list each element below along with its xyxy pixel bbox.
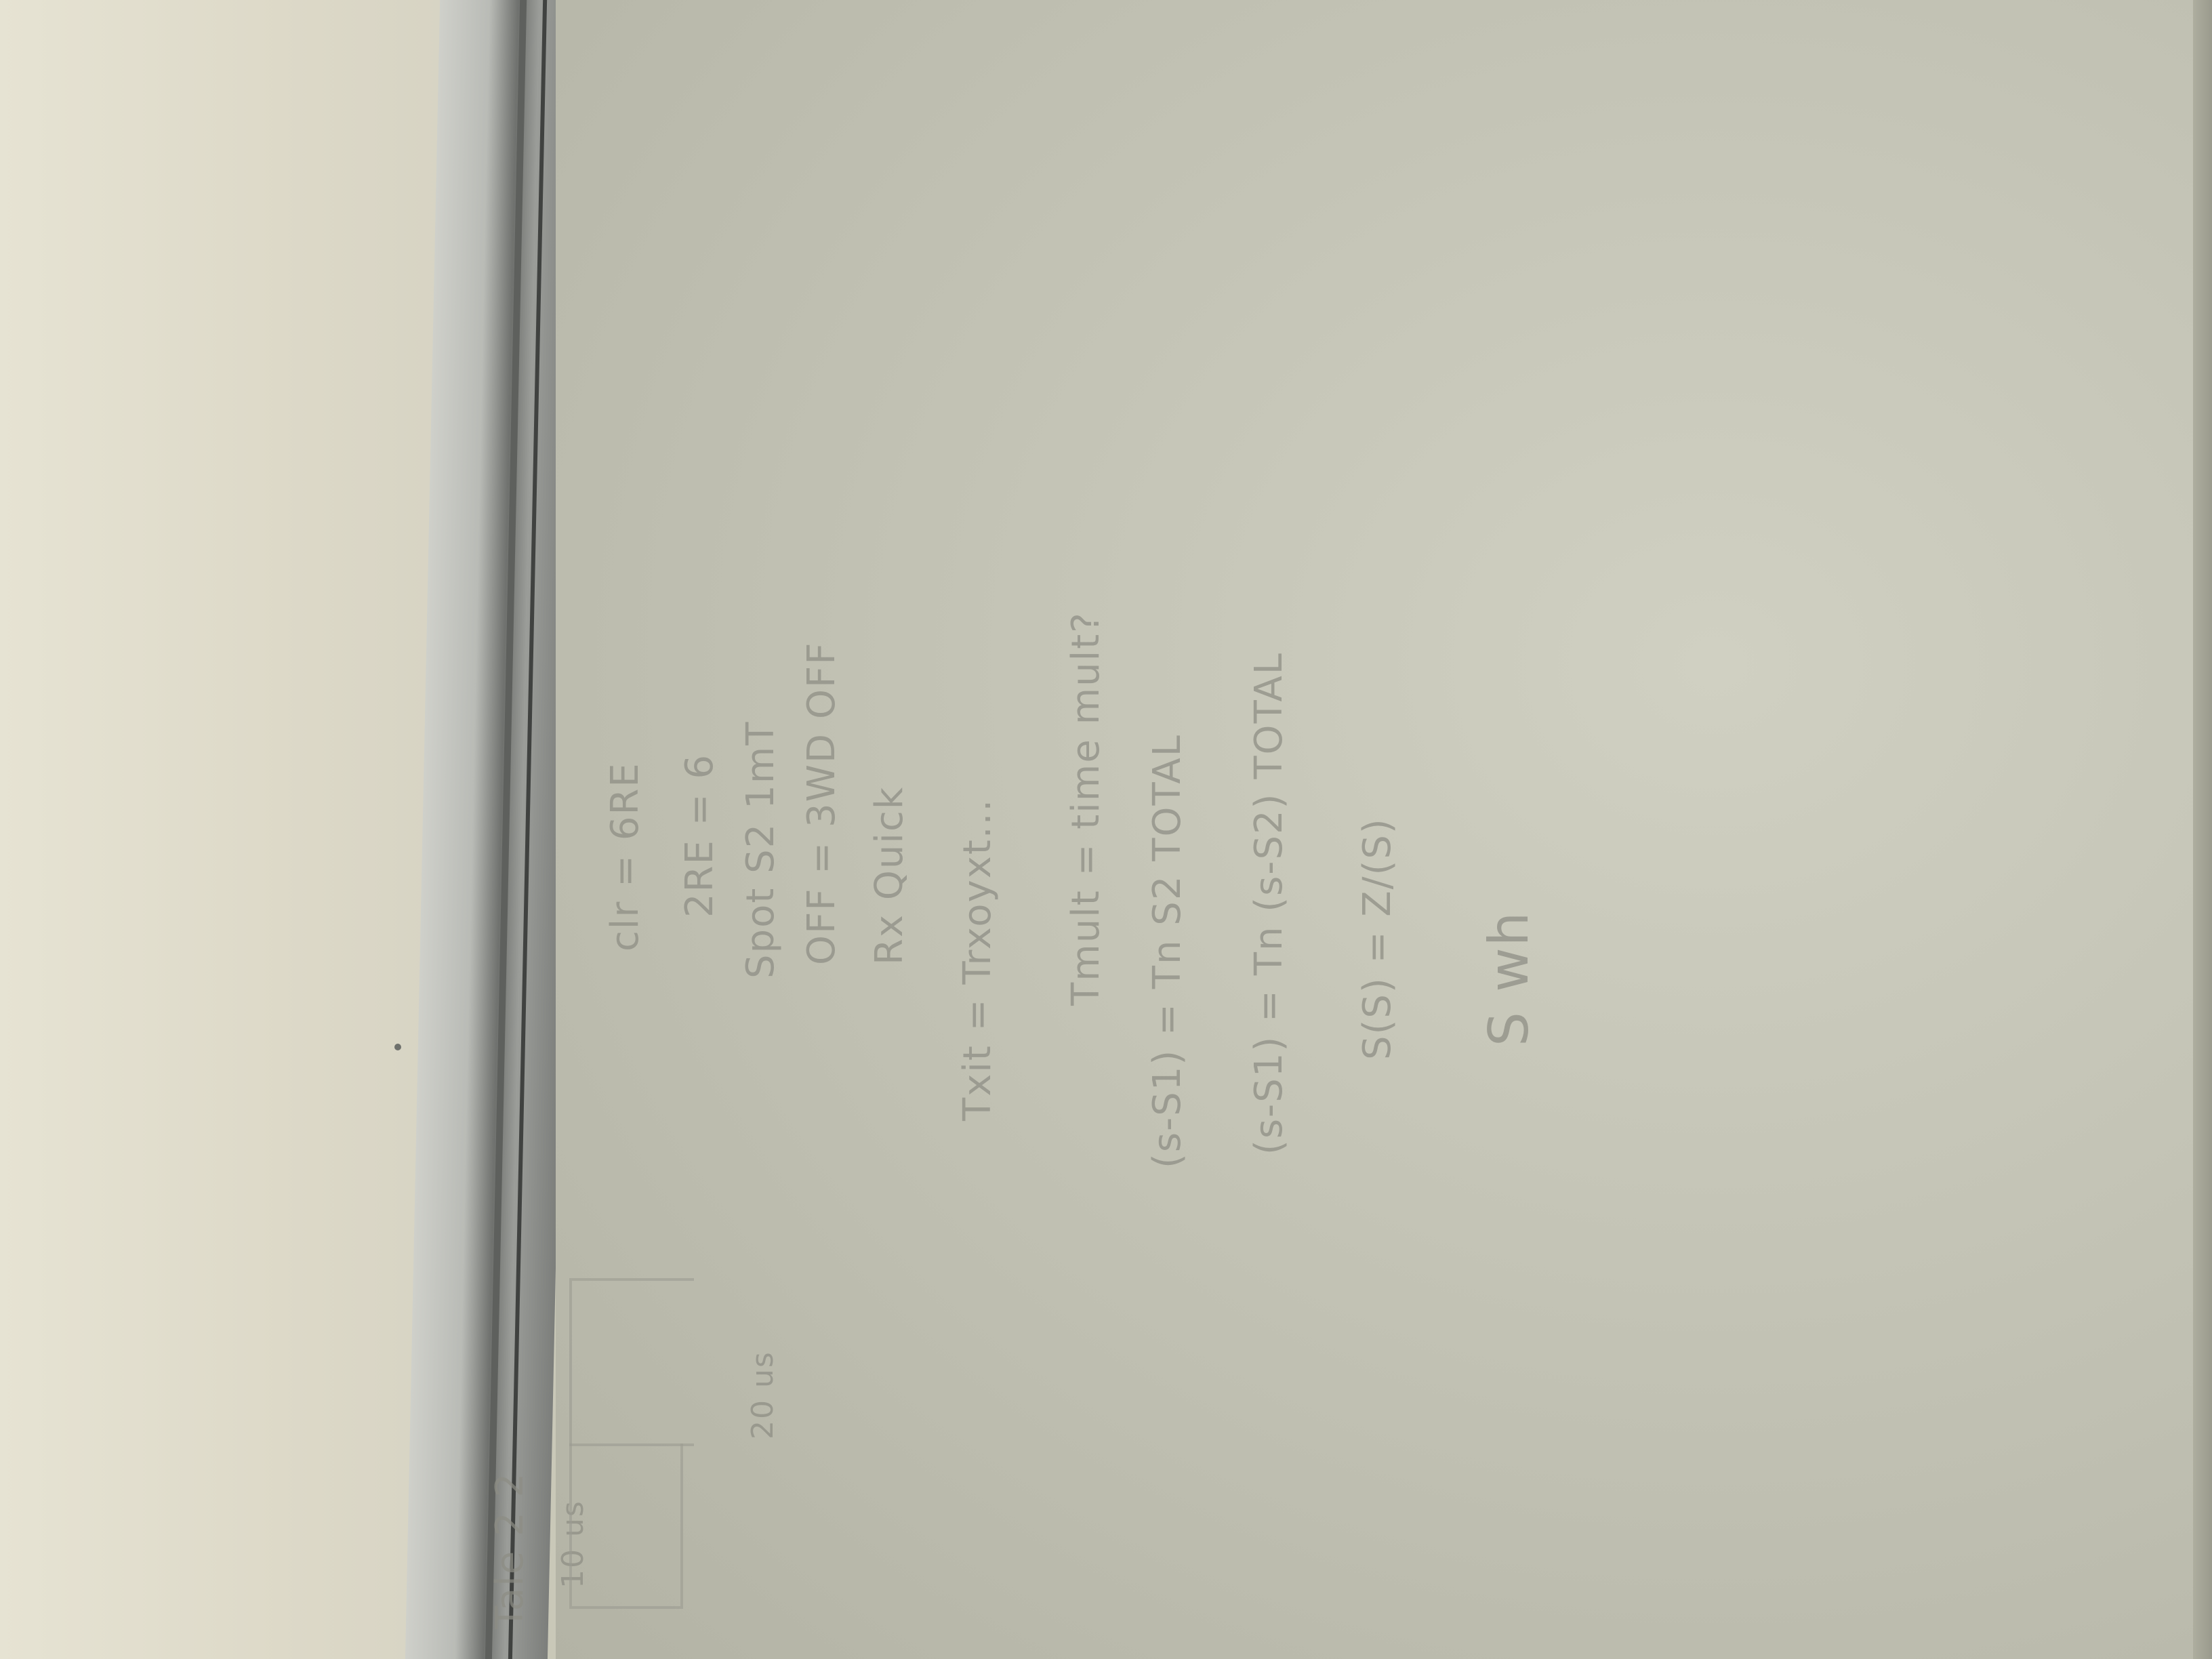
note-line-2: S(S) = Z/(S) <box>1355 817 1399 1060</box>
note-line-11: clr = 6RE <box>603 762 647 951</box>
waveform-sketch-high <box>569 1278 694 1446</box>
note-line-14: 10 us <box>556 1500 590 1589</box>
note-line-5: Tmult = time mult? <box>1064 611 1108 1006</box>
note-line-8: OFF = 3WD OFF <box>800 641 844 965</box>
note-line-10: 2RE = 6 <box>678 753 722 918</box>
note-line-6: Txit = Trxoyxt... <box>956 798 1000 1121</box>
note-line-7: Rx Quick <box>867 785 912 965</box>
note-line-12: Tale 2 2 <box>488 1471 532 1629</box>
waveform-sketch-low <box>569 1443 683 1609</box>
magnet-dot <box>394 1044 401 1050</box>
note-line-1: S wh <box>1477 910 1540 1046</box>
note-line-3: (s-S1) = Tn (s-S2) TOTAL <box>1247 652 1291 1155</box>
note-line-13: 20 us <box>745 1351 780 1439</box>
note-line-4: (s-S1) = Tn S2 TOTAL <box>1145 734 1189 1168</box>
note-line-9: Spot S2 1mT <box>739 720 783 979</box>
wall-background <box>0 0 468 1659</box>
board-right-edge <box>2193 0 2212 1659</box>
